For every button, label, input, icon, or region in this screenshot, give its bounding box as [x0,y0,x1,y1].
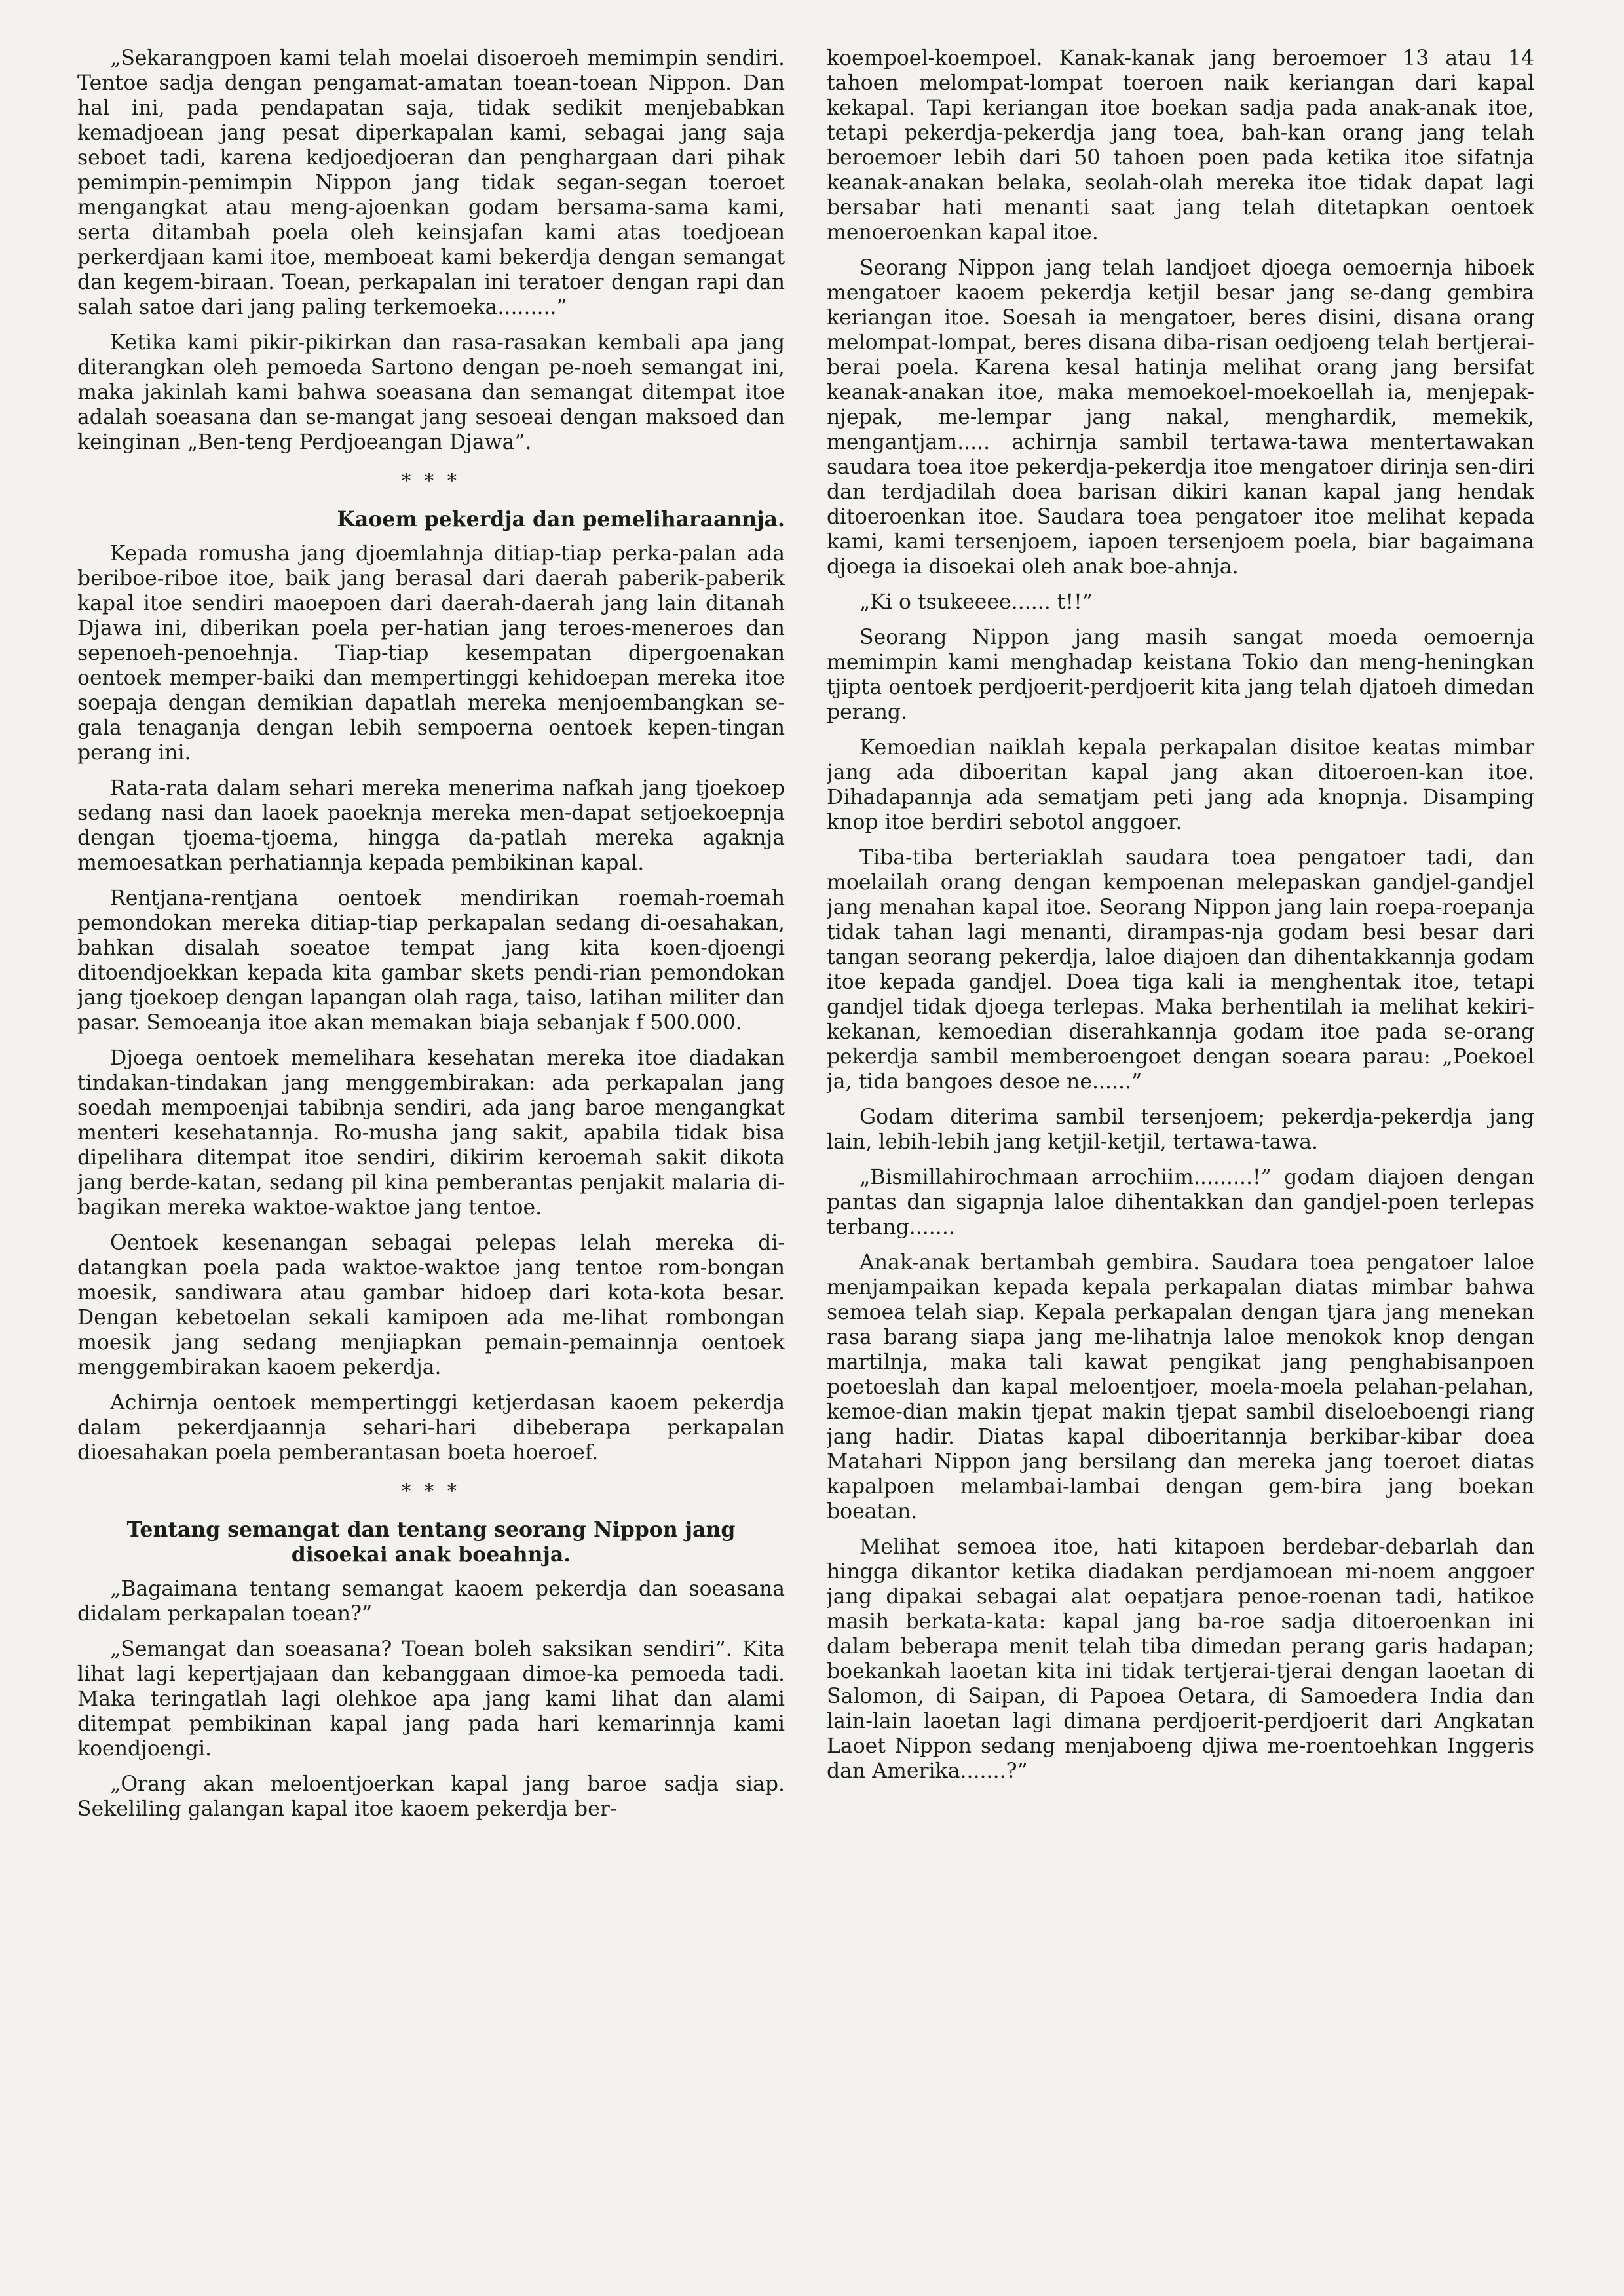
section-separator: * * * [402,1480,461,1502]
paragraph: Seorang Nippon jang telah landjoet djoega oemoernja hiboek mengatoer kaoem pekerdja ketjil besar jang se-dang gembira keriangan itoe. Soesah ia mengatoer, beres disini, disana orang melompat-lompat, beres disana diba-risan oedjoeng telah bertjerai-berai poela. Karena kesal hatinja melihat orang jang bersifat keanak-anakan itoe, maka memoekoel-moekoellah ia, menjepak-njepak, me-lempar jang nakal, menghardik, memekik, mengantjam..... achirnja sambil tertawa-tawa mentertawakan saudara toea itoe pekerdja-pekerdja itoe mengatoer dirinja sen-diri dan terdjadilah doea barisan dikiri kanan kapal jang hendak ditoeroenkan itoe. Saudara toea pengatoer itoe melihat kepada kami, kami tersenjoem, iapoen tersenjoem poela, biar bagaimana djoega ia disoekai oleh anak boe-ahnja. [827,256,1534,579]
paragraph: Rata-rata dalam sehari mereka menerima nafkah jang tjoekoep sedang nasi dan laoek paoeknja mereka men-dapat setjoekoepnja dengan tjoema-tjoema, hingga da-patlah mereka agaknja memoesatkan perhatiannja kepada pembikinan kapal. [77,776,785,875]
paragraph: „Orang akan meloentjoerkan kapal jang baroe sadja siap. Sekeliling galangan kapal itoe kaoem pekerdja ber- [77,1772,785,1821]
paragraph: Seorang Nippon jang masih sangat moeda oemoernja memimpin kami menghadap keistana Tokio dan meng-heningkan tjipta oentoek perdjoerit-perdjoerit kita jang telah djatoeh dimedan perang. [827,626,1534,724]
paragraph: „Ki o tsukeeee...... t!!” [859,590,1093,614]
paragraph: Kepada romusha jang djoemlahnja ditiap-tiap perka-palan ada beriboe-riboe itoe, baik jang berasal dari daerah paberik-paberik kapal itoe sendiri maoepoen dari daerah-daerah jang lain ditanah Djawa ini, diberikan poela per-hatian jang teroes-meneroes dan sepenoeh-penoehnja. Tiap-tiap kesempatan dipergoenakan oentoek memper-baiki dan mempertinggi kehidoepan mereka itoe soepaja dengan demikian dapatlah mereka menjoembangkan se-gala tenaganja dengan lebih sempoerna oentoek kepen-tingan perang ini. [77,542,785,765]
paragraph: „Bagaimana tentang semangat kaoem pekerdja dan soeasana didalam perkapalan toean?” [77,1577,785,1626]
paragraph: Ketika kami pikir-pikirkan dan rasa-rasakan kembali apa jang diterangkan oleh pemoeda Sartono dengan pe-noeh semangat ini, maka jakinlah kami bahwa soeasana dan semangat ditempat itoe adalah soeasana dan se-mangat jang sesoeai dengan maksoed dan keinginan „Ben-teng Perdjoeangan Djawa”. [77,331,785,454]
section-separator: * * * [402,470,461,491]
right-column [827,46,1534,2267]
paragraph: Rentjana-rentjana oentoek mendirikan roemah-roemah pemondokan mereka ditiap-tiap perkapalan sedang di-oesahakan, bahkan disalah soeatoe tempat jang kita koen-djoengi ditoendjoekkan kepada kita gambar skets pendi-rian pemondokan jang tjoekoep dengan lapangan olah raga, taiso, latihan militer dan pasar. Semoeanja itoe akan memakan biaja sebanjak f 500.000. [77,887,785,1035]
paragraph: Tiba-tiba berteriaklah saudara toea pengatoer tadi, dan moelailah orang dengan kempoenan melepaskan gandjel-gandjel jang menahan kapal itoe. Seorang Nippon jang lain roepa-roepanja tidak tahan lagi menanti, dirampas-nja godam besi besar dari tangan seorang pekerdja, laloe diajoen dan dihentakkannja godam itoe kepada gandjel. Doea tiga kali ia menghentak itoe, tetapi gandjel tidak djoega terlepas. Maka berhentilah ia melihat kekiri-kekanan, kemoedian diserahkannja godam itoe pada se-orang pekerdja sambil memberoengoet dengan soeara parau: „Poekoel ja, tida bangoes desoe ne......” [827,846,1534,1094]
paragraph: Oentoek kesenangan sebagai pelepas lelah mereka di-datangkan poela pada waktoe-waktoe jang tentoe rom-bongan moesik, sandiwara atau gambar hidoep dari kota-kota besar. Dengan kebetoelan sekali kamipoen ada me-lihat rombongan moesik jang sedang menjiapkan pemain-pemainnja oentoek menggembirakan kaoem pekerdja. [77,1231,785,1379]
paragraph: Kemoedian naiklah kepala perkapalan disitoe keatas mimbar jang ada diboeritan kapal jang akan ditoeroen-kan itoe. Dihadapannja ada sematjam peti jang ada knopnja. Disamping knop itoe berdiri sebotol anggoer. [827,736,1534,834]
paragraph: koempoel-koempoel. Kanak-kanak jang beroemoer 13 atau 14 tahoen melompat-lompat toeroen naik keriangan dari kapal kekapal. Tapi keriangan itoe boekan sadja pada anak-anak itoe, tetapi pekerdja-pekerdja jang toea, bah-kan orang jang telah beroemoer lebih dari 50 tahoen poen pada ketika itoe sifatnja keanak-anakan belaka, seolah-olah mereka itoe tidak dapat lagi bersabar hati menanti saat jang telah ditetapkan oentoek menoeroenkan kapal itoe. [827,47,1534,244]
paragraph: Melihat semoea itoe, hati kitapoen berdebar-debarlah dan hingga dikantor ketika diadakan perdjamoean mi-noem anggoer jang dipakai sebagai alat oepatjara penoe-roenan tadi, hatikoe masih berkata-kata: kapal jang ba-roe sadja ditoeroenkan ini dalam beberapa menit telah tiba dimedan perang garis hadapan; boekankah laoetan kita ini tidak tertjerai-tjerai dengan laoetan di Salomon, di Saipan, di Papoea Oetara, di Samoedera India dan lain-lain laoetan lagi dimana perdjoerit-perdjoerit dari Angkatan Laoet Nippon sedang menjaboeng djiwa me-roentoehkan Inggeris dan Amerika.......?” [827,1535,1534,1783]
paragraph: „Sekarangpoen kami telah moelai disoeroeh memimpin sendiri. Tentoe sadja dengan pengamat-amatan toean-toean Nippon. Dan hal ini, pada pendapatan saja, tidak sedikit menjebabkan kemadjoean jang pesat diperkapalan kami, sebagai jang saja seboet tadi, karena kedjoedjoeran dan penghargaan dari pihak pemimpin-pemimpin Nippon jang tidak segan-segan toeroet mengangkat atau meng-ajoenkan godam bersama-sama kami, serta ditambah poela oleh keinsjafan kami atas toedjoean perkerdjaan kami itoe, memboeat kami bekerdja dengan semangat dan kegem-biraan. Toean, perkapalan ini teratoer dengan rapi dan salah satoe dari jang paling terkemoeka.........” [77,47,785,319]
section-heading: Tentang semangat dan tentang seorang Nippon jang disoekai anak boeahnja. [126,1518,736,1567]
paragraph: Djoega oentoek memelihara kesehatan mereka itoe diadakan tindakan-tindakan jang menggembirakan: ada perkapalan jang soedah mempoenjai tabibnja sendiri, ada jang baroe mengangkat menteri kesehatannja. Ro-musha jang sakit, apabila tidak bisa dipelihara ditempat itoe sendiri, dikirim keroemah sakit dikota jang berde-katan, sedang pil kina pemberantas penjakit malaria di-bagikan mereka waktoe-waktoe jang tentoe. [77,1046,785,1219]
paragraph: Godam diterima sambil tersenjoem; pekerdja-pekerdja jang lain, lebih-lebih jang ketjil-ketjil, tertawa-tawa. [827,1105,1534,1154]
paragraph: „Semangat dan soeasana? Toean boleh saksikan sendiri”. Kita lihat lagi kepertjajaan dan kebanggaan dimoe-ka pemoeda tadi. Maka teringatlah lagi olehkoe apa jang kami lihat dan alami ditempat pembikinan kapal jang pada hari kemarinnja kami koendjoengi. [77,1637,785,1761]
paragraph: Anak-anak bertambah gembira. Saudara toea pengatoer laloe menjampaikan kepada kepala perkapalan diatas mimbar bahwa semoea telah siap. Kepala perkapalan dengan tjara jang menekan rasa barang siapa jang me-lihatnja laloe menokok knop dengan martilnja, maka tali kawat pengikat jang penghabisanpoen poetoeslah dan kapal meloentjoer, moela-moela pelahan-pelahan, kemoe-dian makin tjepat makin tjepat sambil diseloeboengi riang jang hadir. Diatas kapal diboeritannja berkibar-kibar doea Matahari Nippon jang bersilang dan mereka jang toeroet diatas kapalpoen melambai-lambai dengan gem-bira jang boekan boeatan. [827,1251,1534,1523]
section-heading: Kaoem pekerdja dan pemeliharaannja. [337,507,785,531]
paragraph: Achirnja oentoek mempertinggi ketjerdasan kaoem pekerdja dalam pekerdjaannja sehari-hari dibeberapa perkapalan dioesahakan poela pemberantasan boeta hoeroef. [77,1391,785,1464]
paragraph: „Bismillahirochmaan arrochiim.........!” godam diajoen dengan pantas dan sigapnja laloe dihentakkan dan gandjel-poen terlepas terbang....... [827,1166,1534,1239]
left-column [77,46,785,2267]
